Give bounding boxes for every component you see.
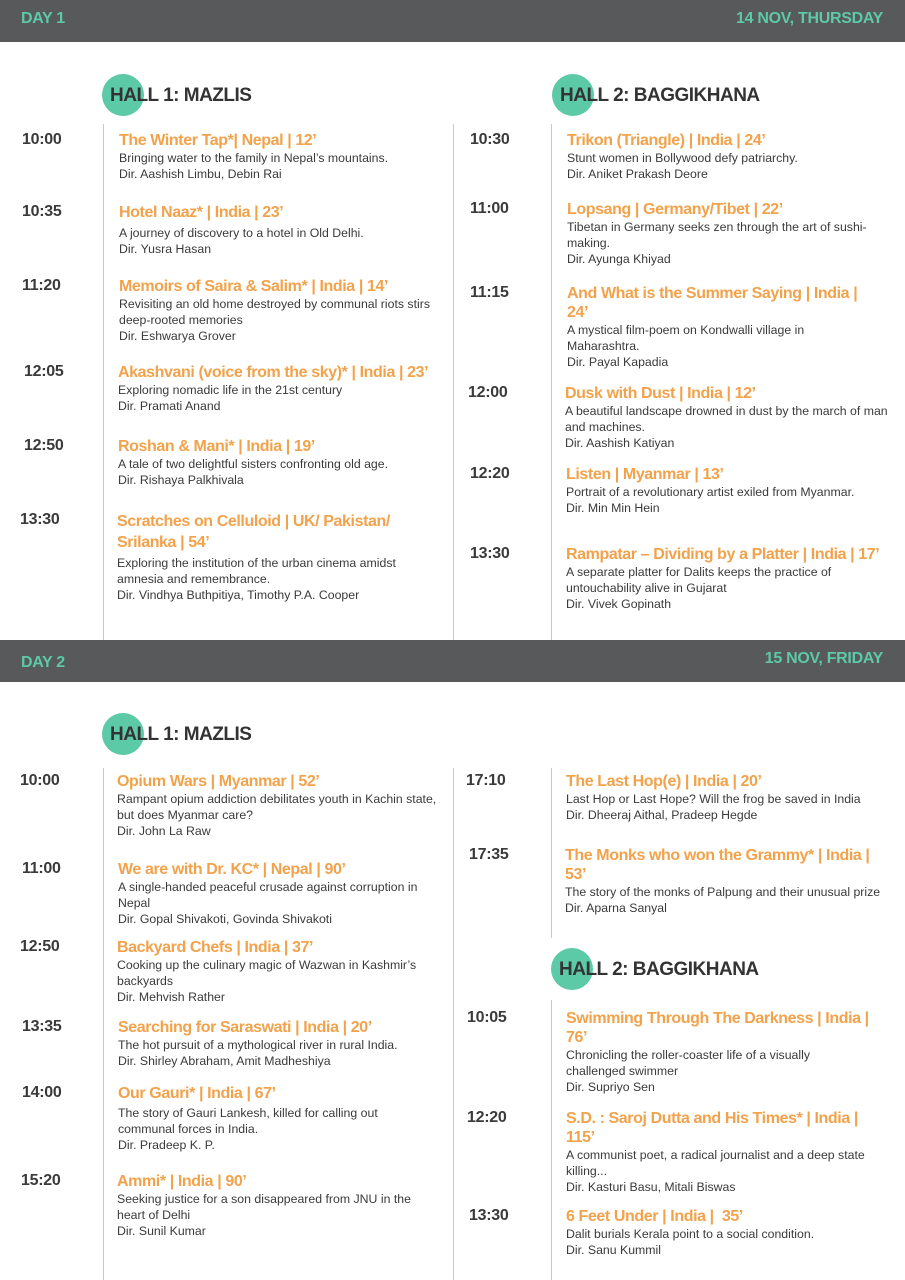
film-director: Dir. John La Raw bbox=[117, 824, 211, 838]
film-title: Searching for Saraswati | India | 20’ bbox=[118, 1019, 372, 1036]
timeline-divider bbox=[551, 124, 552, 640]
screening-time: 12:20 bbox=[470, 465, 510, 482]
screening-time: 15:20 bbox=[21, 1172, 61, 1189]
screening-entry bbox=[566, 545, 901, 612]
day1-date: 14 NOV, THURSDAY bbox=[736, 10, 883, 27]
screening-entry bbox=[118, 1018, 448, 1069]
film-description: The story of the monks of Palpung and their unusual prize bbox=[565, 885, 881, 899]
film-description: Last Hop or Last Hope? Will the frog be saved in India bbox=[566, 792, 861, 806]
film-description: Chronicling the roller-coaster life of a visually challenged swimmer bbox=[566, 1048, 810, 1078]
film-director: Dir. Supriyo Sen bbox=[566, 1080, 655, 1094]
hall-title: HALL 2: BAGGIKHANA bbox=[559, 959, 759, 980]
film-title: Roshan & Mani* | India | 19’ bbox=[118, 438, 315, 455]
film-director: Dir. Pradeep K. P. bbox=[118, 1138, 215, 1152]
timeline-divider bbox=[103, 124, 104, 640]
film-title: The Winter Tap*| Nepal | 12’ bbox=[119, 132, 317, 149]
film-director: Dir. Aparna Sanyal bbox=[565, 901, 667, 915]
film-title: Lopsang | Germany/Tibet | 22’ bbox=[567, 201, 783, 218]
hall-title: HALL 1: MAZLIS bbox=[110, 724, 252, 745]
film-title: S.D. : Saroj Dutta and His Times* | India | 115’ bbox=[566, 1110, 858, 1146]
screening-entry bbox=[118, 437, 453, 488]
film-title: 6 Feet Under | India | 35’ bbox=[566, 1208, 743, 1225]
film-title: Trikon (Triangle) | India | 24’ bbox=[567, 132, 766, 149]
screening-entry bbox=[567, 284, 872, 370]
film-director: Dir. Mehvish Rather bbox=[117, 990, 225, 1004]
screening-time: 11:00 bbox=[470, 200, 509, 217]
film-description: Portrait of a revolutionary artist exiled from Myanmar. bbox=[566, 485, 855, 499]
film-description: Seeking justice for a son disappeared from JNU in the heart of Delhi bbox=[117, 1192, 411, 1222]
screening-time: 11:00 bbox=[22, 860, 61, 877]
screening-entry bbox=[118, 363, 453, 414]
film-description: Stunt women in Bollywood defy patriarchy. bbox=[567, 151, 798, 165]
film-description: Rampant opium addiction debilitates youth in Kachin state, but does Myanmar care? bbox=[117, 792, 437, 822]
screening-time: 12:50 bbox=[20, 938, 60, 955]
film-title: Dusk with Dust | India | 12’ bbox=[565, 385, 756, 402]
screening-time: 12:50 bbox=[24, 437, 64, 454]
hall-title: HALL 2: BAGGIKHANA bbox=[560, 85, 760, 106]
film-description: A beautiful landscape drowned in dust by the march of man and machines. bbox=[565, 404, 888, 434]
film-director: Dir. Gopal Shivakoti, Govinda Shivakoti bbox=[118, 912, 332, 926]
film-title: Ammi* | India | 90’ bbox=[117, 1173, 247, 1190]
screening-entry bbox=[566, 772, 896, 823]
film-description: A mystical film-poem on Kondwalli village in Maharashtra. bbox=[567, 323, 805, 353]
screening-entry bbox=[565, 846, 885, 916]
timeline-divider bbox=[453, 124, 454, 640]
hall-title: HALL 1: MAZLIS bbox=[110, 85, 252, 106]
day2-label: DAY 2 bbox=[21, 654, 65, 671]
screening-time: 14:00 bbox=[22, 1084, 62, 1101]
day1-label: DAY 1 bbox=[21, 10, 65, 27]
screening-time: 10:00 bbox=[20, 772, 60, 789]
film-director: Dir. Shirley Abraham, Amit Madheshiya bbox=[118, 1054, 331, 1068]
screening-entry bbox=[118, 860, 448, 927]
day1-header-bar bbox=[0, 0, 905, 42]
screening-time: 10:00 bbox=[22, 131, 62, 148]
screening-entry bbox=[566, 1207, 886, 1258]
day2-header-bar bbox=[0, 640, 905, 682]
film-description: Cooking up the culinary magic of Wazwan in Kashmir’s backyards bbox=[117, 958, 417, 988]
timeline-divider bbox=[453, 768, 454, 1280]
film-title: The Last Hop(e) | India | 20’ bbox=[566, 773, 762, 790]
screening-time: 12:05 bbox=[24, 363, 64, 380]
film-director: Dir. Pramati Anand bbox=[118, 399, 221, 413]
screening-entry bbox=[119, 203, 454, 257]
film-director: Dir. Sanu Kummil bbox=[566, 1243, 661, 1257]
film-title: Hotel Naaz* | India | 23’ bbox=[119, 204, 284, 221]
film-description: A tale of two delightful sisters confronting old age. bbox=[118, 457, 389, 471]
film-description: The hot pursuit of a mythological river in rural India. bbox=[118, 1038, 398, 1052]
screening-entry bbox=[117, 511, 427, 603]
film-director: Dir. Eshwarya Grover bbox=[119, 329, 236, 343]
screening-time: 17:35 bbox=[469, 846, 509, 863]
film-title: Listen | Myanmar | 13’ bbox=[566, 466, 724, 483]
film-description: Revisiting an old home destroyed by communal riots stirs deep-rooted memories bbox=[119, 297, 430, 327]
film-title: We are with Dr. KC* | Nepal | 90’ bbox=[118, 861, 346, 878]
film-description: Exploring the institution of the urban cinema amidst amnesia and remembrance. bbox=[117, 556, 396, 586]
film-director: Dir. Vivek Gopinath bbox=[566, 597, 672, 611]
screening-time: 13:30 bbox=[20, 511, 60, 528]
film-description: Dalit burials Kerala point to a social condition. bbox=[566, 1227, 815, 1241]
screening-time: 13:35 bbox=[22, 1018, 62, 1035]
film-description: Tibetan in Germany seeks zen through the art of sushi-making. bbox=[567, 220, 867, 250]
screening-entry bbox=[566, 1009, 886, 1095]
screening-time: 12:00 bbox=[468, 384, 508, 401]
film-director: Dir. Vindhya Buthpitiya, Timothy P.A. Cooper bbox=[117, 588, 360, 602]
screening-time: 10:05 bbox=[467, 1009, 507, 1026]
screening-entry bbox=[566, 465, 856, 516]
film-director: Dir. Aashish Limbu, Debin Rai bbox=[119, 167, 282, 181]
film-description: A single-handed peaceful crusade against corruption in Nepal bbox=[118, 880, 418, 910]
film-title: Opium Wars | Myanmar | 52’ bbox=[117, 773, 320, 790]
screening-time: 13:30 bbox=[469, 1207, 509, 1224]
film-title: Akashvani (voice from the sky)* | India | 23’ bbox=[118, 364, 429, 381]
film-title: The Monks who won the Grammy* | India | 53’ bbox=[565, 847, 870, 883]
film-description: A communist poet, a radical journalist and a deep state killing... bbox=[566, 1148, 865, 1178]
day2-date: 15 NOV, FRIDAY bbox=[764, 650, 883, 667]
screening-entry bbox=[565, 384, 895, 451]
screening-time: 11:15 bbox=[470, 284, 509, 301]
film-description: The story of Gauri Lankesh, killed for calling out communal forces in India. bbox=[118, 1106, 378, 1136]
screening-time: 17:10 bbox=[466, 772, 506, 789]
film-director: Dir. Ayunga Khiyad bbox=[567, 252, 671, 266]
film-title: Memoirs of Saira & Salim* | India | 14’ bbox=[119, 278, 389, 295]
screening-time: 10:30 bbox=[470, 131, 510, 148]
film-title: Backyard Chefs | India | 37’ bbox=[117, 939, 314, 956]
film-director: Dir. Payal Kapadia bbox=[567, 355, 669, 369]
screening-entry bbox=[117, 772, 447, 839]
film-title: Scratches on Celluloid | UK/ Pakistan/ Srilanka | 54’ bbox=[117, 513, 390, 551]
film-title: And What is the Summer Saying | India | 24’ bbox=[567, 285, 858, 321]
timeline-divider bbox=[551, 768, 552, 938]
film-director: Dir. Yusra Hasan bbox=[119, 242, 212, 256]
timeline-divider bbox=[551, 1000, 552, 1280]
screening-time: 12:20 bbox=[467, 1109, 507, 1126]
screening-entry bbox=[117, 938, 447, 1005]
film-description: A separate platter for Dalits keeps the practice of untouchability alive in Gujarat bbox=[566, 565, 832, 595]
film-title: Swimming Through The Darkness | India | 76’ bbox=[566, 1010, 869, 1046]
screening-entry bbox=[566, 1109, 896, 1195]
screening-entry bbox=[119, 277, 459, 344]
timeline-divider bbox=[103, 768, 104, 1280]
film-director: Dir. Rishaya Palkhivala bbox=[118, 473, 244, 487]
screening-entry bbox=[117, 1172, 437, 1239]
film-description: Exploring nomadic life in the 21st century bbox=[118, 383, 343, 397]
film-description: A journey of discovery to a hotel in Old Delhi. bbox=[119, 226, 364, 240]
film-director: Dir. Kasturi Basu, Mitali Biswas bbox=[566, 1180, 736, 1194]
screening-entry bbox=[567, 131, 887, 182]
screening-time: 13:30 bbox=[470, 545, 510, 562]
film-director: Dir. Dheeraj Aithal, Pradeep Hegde bbox=[566, 808, 758, 822]
film-title: Rampatar – Dividing by a Platter | India | 17’ bbox=[566, 546, 880, 563]
screening-entry bbox=[118, 1084, 418, 1153]
film-title: Our Gauri* | India | 67’ bbox=[118, 1085, 276, 1102]
film-description: Bringing water to the family in Nepal’s mountains. bbox=[119, 151, 389, 165]
screening-entry bbox=[119, 131, 454, 182]
screening-entry bbox=[567, 200, 867, 267]
screening-time: 10:35 bbox=[22, 203, 62, 220]
film-director: Dir. Aniket Prakash Deore bbox=[567, 167, 708, 181]
screening-time: 11:20 bbox=[22, 277, 61, 294]
film-director: Dir. Sunil Kumar bbox=[117, 1224, 206, 1238]
film-director: Dir. Min Min Hein bbox=[566, 501, 660, 515]
film-director: Dir. Aashish Katiyan bbox=[565, 436, 675, 450]
